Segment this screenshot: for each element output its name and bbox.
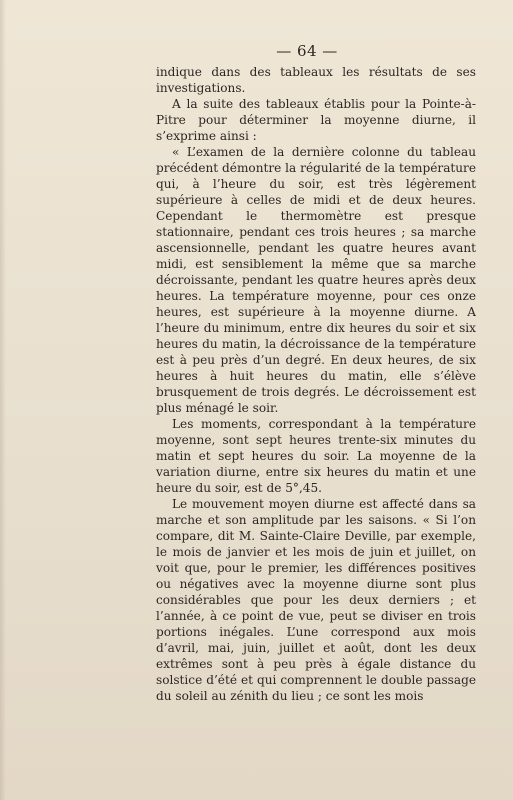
body-text [156, 64, 476, 704]
paragraph-2: A la suite des tableaux établis pour la Pointe-à-Pitre pour déterminer la moyenne diurne, il s’exprime ainsi : [156, 97, 476, 143]
paragraph-1: indique dans des tableaux les résultats de ses investigations. [156, 65, 476, 95]
page-edge-shadow [0, 0, 6, 800]
paragraph-5: Le mouvement moyen diurne est affecté dans sa marche et son amplitude par les saisons. « Si l’on compare, dit M. Sainte-Claire Deville, par exemple, le mois de janvier et les mois de juin et juillet, on voit que, pour le premier, les différences positives ou négatives avec la moyenne diurne sont plus considérables que pour les deux derniers ; et l’année, à ce point de vue, peut se diviser en trois portions inégales. L’une correspond aux mois d’avril, mai, juin, juillet et août, dont les deux extrêmes sont à peu près à égale distance du solstice d’été et qui comprennent le double passage du soleil au zénith du lieu ; ce sont les mois [156, 497, 476, 703]
page-number: — 64 — [276, 42, 338, 60]
paragraph-4: Les moments, correspondant à la température moyenne, sont sept heures trente-six minutes du matin et sept heures du soir. La moyenne de la variation diurne, entre six heures du matin et une heure du soir, est de 5°,45. [156, 417, 476, 495]
paragraph-3: « L’examen de la dernière colonne du tableau précédent démontre la régularité de la température qui, à l’heure du soir, est très légèrement supérieure à celles de midi et de deux heures. Cependant le thermomètre est presque stationnaire, pendant ces trois heures ; sa marche ascensionnelle, pendant les quatre heures avant midi, est sensiblement la même que sa marche décroissante, pendant les quatre heures après deux heures. La température moyenne, pour ces onze heures, est supérieure à la moyenne diurne. A l’heure du minimum, entre dix heures du soir et six heures du matin, la décroissance de la température est à peu près d’un degré. En deux heures, de six heures à huit heures du matin, elle s’élève brusquement de trois degrés. Le décroissement est plus ménagé le soir. [156, 145, 476, 415]
